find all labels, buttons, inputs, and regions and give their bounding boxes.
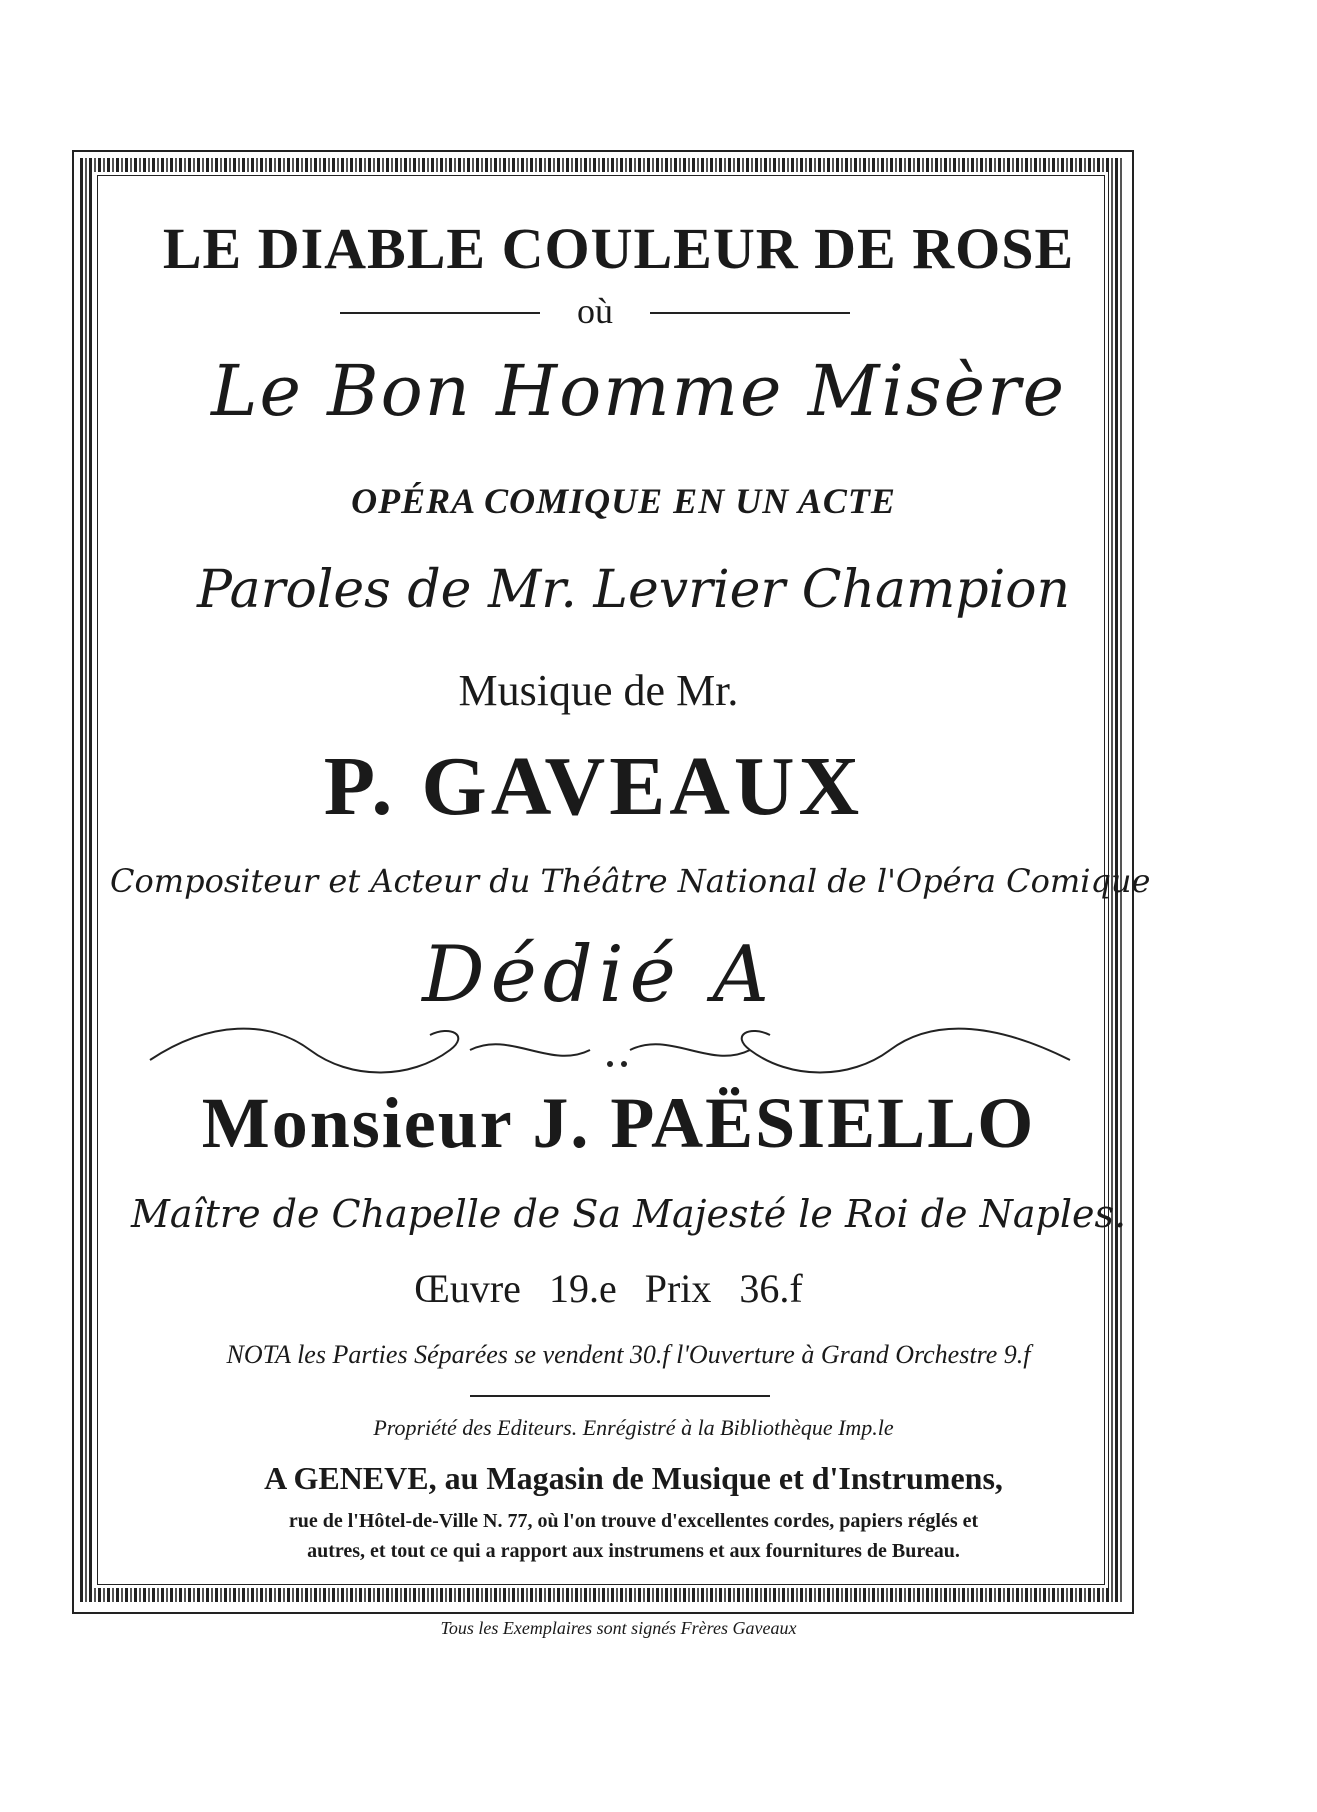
publisher-line: A GENEVE, au Magasin de Musique et d'Instrumens,: [264, 1460, 1003, 1496]
separator-rule: [470, 1395, 770, 1397]
dedicatee-title: Maître de Chapelle de Sa Majesté le Roi de Naples.: [130, 1192, 1127, 1236]
footer-signature-note: Tous les Exemplaires sont signés Frères Gaveaux: [440, 1618, 797, 1638]
ou-rule-left: [340, 312, 540, 314]
main-title: LE DIABLE COULEUR DE ROSE: [162, 216, 1075, 281]
composer-name: P. GAVEAUX: [323, 740, 864, 833]
property-notice: Propriété des Editeurs. Enrégistré à la Bibliothèque Imp.le: [373, 1415, 894, 1440]
librettist-line: Paroles de Mr. Levrier Champion: [196, 560, 1071, 620]
composer-description: Compositeur et Acteur du Théâtre National de l'Opéra Comique: [110, 862, 1151, 900]
ou-rule-right: [650, 312, 850, 314]
music-by-line: Musique de Mr.: [458, 666, 739, 715]
ou-text: où: [577, 291, 613, 331]
dedication-heading: Dédié A: [422, 930, 775, 1020]
nota-line: NOTA les Parties Séparées se vendent 30.f l'Ouverture à Grand Orchestre 9.f: [226, 1340, 1031, 1369]
ou-connector: [340, 290, 850, 332]
dedicatee-name: Monsieur J. PAËSIELLO: [201, 1083, 1036, 1163]
alternate-title: Le Bon Homme Misère: [211, 350, 1066, 432]
genre-line: OPÉRA COMIQUE EN UN ACTE: [351, 481, 896, 521]
opus-price-line: Œuvre 19.e Prix 36.f: [414, 1266, 803, 1311]
address-line-2: autres, et tout ce qui a rapport aux instrumens et aux fournitures de Bureau.: [307, 1540, 960, 1562]
address-line-1: rue de l'Hôtel-de-Ville N. 77, où l'on trouve d'excellentes cordes, papiers réglés et: [288, 1510, 979, 1532]
